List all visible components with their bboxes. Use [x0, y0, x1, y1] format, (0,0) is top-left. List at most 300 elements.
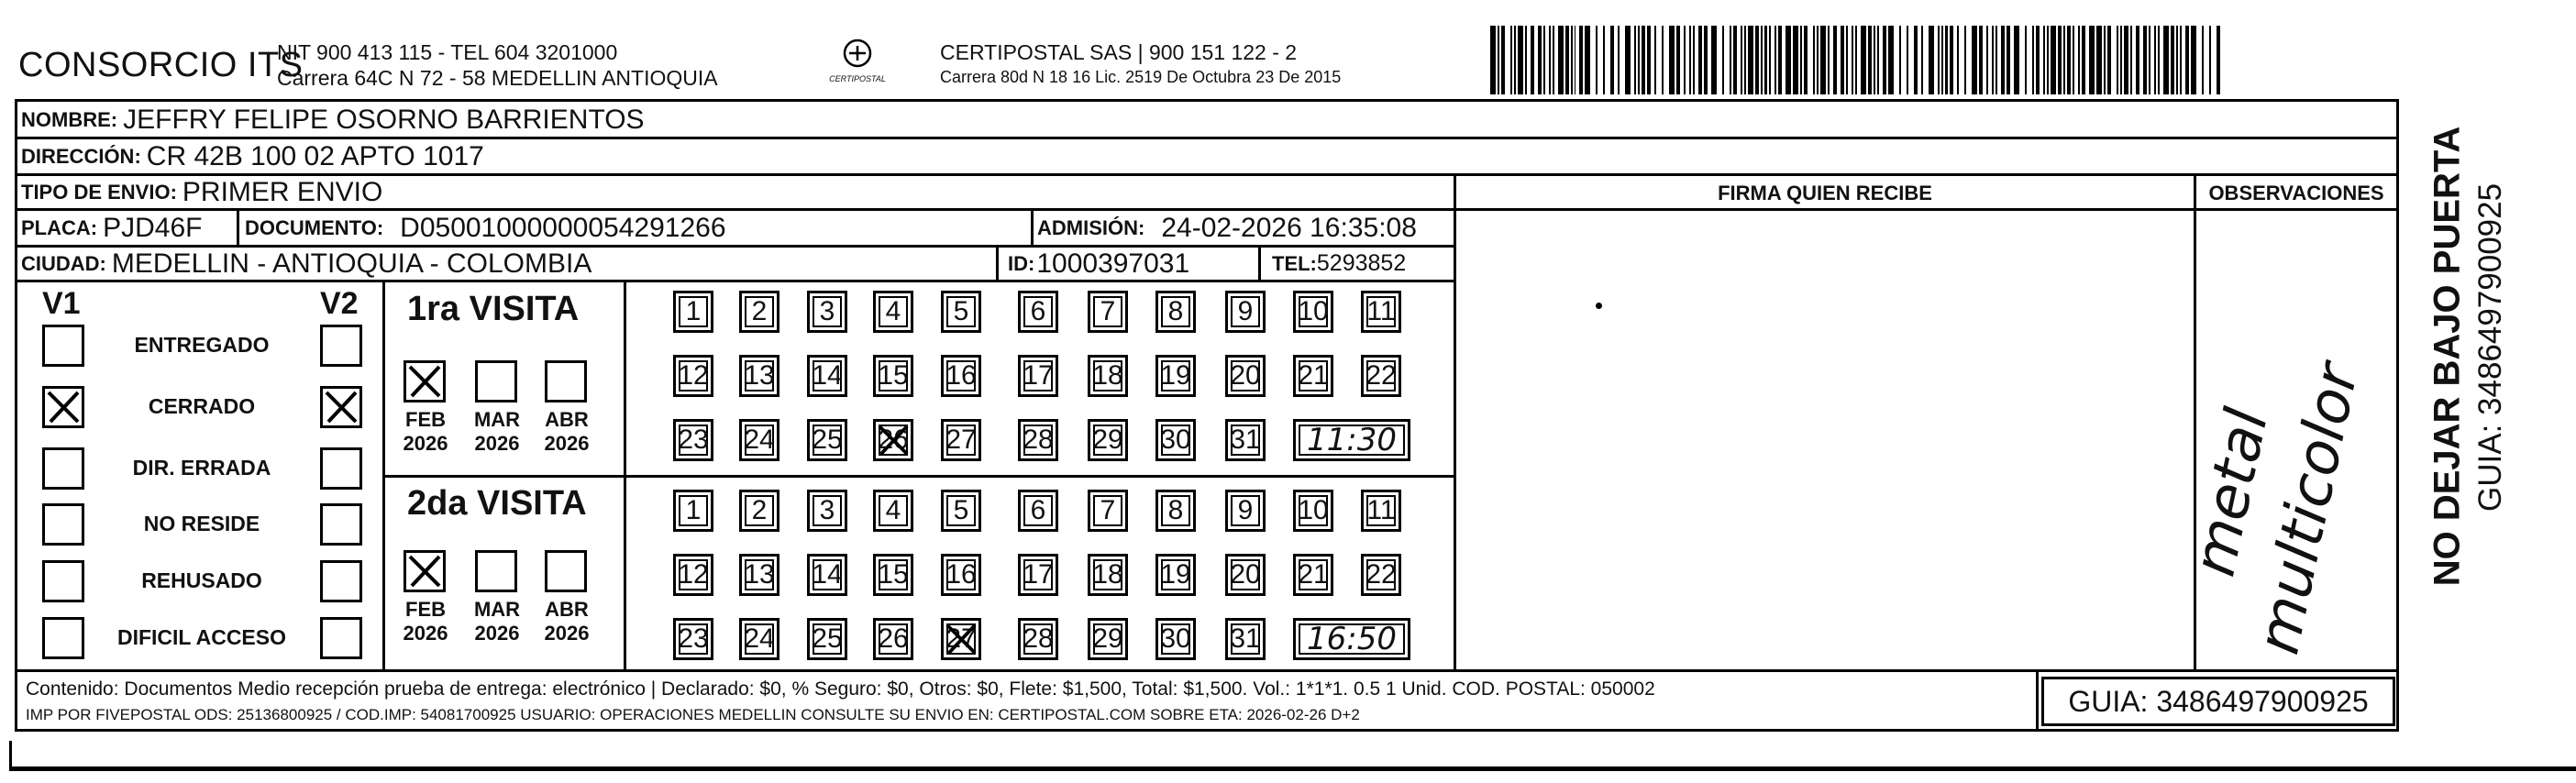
firma-label: FIRMA QUIEN RECIBE	[1718, 182, 1932, 204]
footer-line2: IMP POR FIVEPOSTAL ODS: 25136800925 / COD.IMP: 54081700925 USUARIO: OPERACIONES MEDELLIN CONSULTE SU ENVIO EN: CERTIPOSTAL.COM SOBRE ETA: 2026-02-26 D+2	[26, 706, 1360, 723]
day-number: 13	[744, 559, 775, 590]
day-number: 16	[945, 559, 977, 590]
day-box-20[interactable]	[1225, 554, 1266, 596]
admision-label: ADMISIÓN:	[1037, 215, 1145, 239]
day-box-27[interactable]	[941, 419, 981, 461]
barcode-bar	[1755, 26, 1759, 94]
barcode-bar	[2078, 26, 2080, 94]
day-number: 12	[678, 559, 709, 590]
nombre-label: NOMBRE:	[21, 107, 118, 131]
barcode-bar	[1596, 26, 1598, 94]
barcode-bar	[2176, 26, 2178, 94]
day-box-1[interactable]	[673, 291, 713, 333]
barcode-bar	[1538, 26, 1542, 94]
barcode-bar	[2120, 26, 2122, 94]
day-box-24[interactable]	[739, 419, 779, 461]
day-number: 20	[1230, 360, 1261, 391]
day-number: 23	[678, 425, 709, 455]
day-number: 3	[819, 495, 835, 525]
day-box-22[interactable]	[1361, 355, 1401, 397]
day-number: 9	[1237, 495, 1254, 525]
observaciones-handwriting	[2180, 229, 2394, 660]
day-box-2[interactable]	[739, 291, 779, 333]
day-number: 5	[953, 296, 969, 326]
day-box-25[interactable]	[807, 618, 847, 660]
day-box-31[interactable]	[1225, 419, 1266, 461]
day-check-mark	[876, 422, 911, 458]
v2-checkbox-6[interactable]	[320, 617, 362, 659]
barcode-bar	[1921, 26, 1923, 94]
v1-checkbox-4[interactable]	[42, 503, 84, 546]
barcode-bar	[1861, 26, 1866, 94]
day-number: 25	[812, 425, 843, 455]
certipostal-logo	[816, 39, 899, 83]
no-dejar-text: NO DEJAR BAJO PUERTA	[2427, 126, 2468, 587]
day-box-30[interactable]	[1155, 618, 1196, 660]
day-box-10[interactable]	[1293, 490, 1333, 532]
month-label-feb	[396, 408, 455, 456]
barcode-bar	[1704, 26, 1708, 94]
barcode-bar	[1625, 26, 1631, 94]
barcode-bar	[1874, 26, 1875, 94]
barcode-bar	[1899, 26, 1901, 94]
barcode-bar	[1638, 26, 1640, 94]
footer-guia: GUIA: 3486497900925	[2041, 677, 2395, 726]
certipostal-address: Carrera 80d N 18 16 Lic. 2519 De Octubra 23 De 2015	[940, 68, 1342, 86]
status-label-2: CERRADO	[148, 394, 256, 418]
day-box-8[interactable]	[1155, 291, 1196, 333]
barcode-bar	[1769, 26, 1771, 94]
barcode-bar	[1855, 26, 1857, 94]
day-box-4[interactable]	[873, 291, 913, 333]
day-box-28[interactable]	[1018, 618, 1058, 660]
barcode-bar	[1828, 26, 1830, 94]
day-box-19[interactable]	[1155, 554, 1196, 596]
barcode-bar	[1914, 26, 1918, 94]
barcode-bar	[2163, 26, 2169, 94]
barcode-bar	[2043, 26, 2045, 94]
day-check-mark	[944, 621, 978, 657]
visit-time-box[interactable]	[1293, 419, 1410, 461]
observaciones-text: metal multicolor	[2180, 358, 2372, 660]
month-checkbox-feb[interactable]	[404, 550, 446, 592]
barcode-bar	[2058, 26, 2062, 94]
day-box-2[interactable]	[739, 490, 779, 532]
day-box-9[interactable]	[1225, 490, 1266, 532]
placa-row	[17, 211, 1454, 248]
month-label-abr	[537, 598, 596, 645]
month-label-feb	[396, 598, 455, 645]
day-box-24[interactable]	[739, 618, 779, 660]
barcode-bar	[2073, 26, 2074, 94]
month-label-mar	[468, 598, 526, 645]
barcode-bar	[1525, 26, 1527, 94]
barcode-bar	[1531, 26, 1534, 94]
barcode-bar	[1571, 26, 1573, 94]
barcode-bar	[1986, 26, 1988, 94]
barcode-bar	[1877, 26, 1879, 94]
placa-value: PJD46F	[103, 212, 203, 243]
barcode-bar	[2047, 26, 2049, 94]
nombre-value: JEFFRY FELIPE OSORNO BARRIENTOS	[123, 104, 645, 135]
day-number: 22	[1365, 559, 1397, 590]
barcode-bar	[1618, 26, 1620, 94]
month-checkbox-feb[interactable]	[404, 360, 446, 403]
day-box-9[interactable]	[1225, 291, 1266, 333]
month-checkbox-mar[interactable]	[475, 550, 517, 592]
visit1-title: 1ra VISITA	[407, 290, 580, 328]
barcode-bar	[1518, 26, 1523, 94]
ciudad-row	[17, 248, 1454, 282]
tel-value: 5293852	[1316, 250, 1407, 276]
barcode-bar	[1654, 26, 1656, 94]
day-box-29[interactable]	[1088, 618, 1128, 660]
day-box-19[interactable]	[1155, 355, 1196, 397]
check-mark-icon	[406, 363, 443, 400]
side-guia: GUIA: 3486497900925	[2472, 182, 2508, 512]
barcode-bar	[1662, 26, 1664, 94]
day-number: 27	[945, 425, 977, 455]
ciudad-value: MEDELLIN - ANTIOQUIA - COLOMBIA	[111, 248, 592, 279]
day-number: 6	[1030, 296, 1046, 326]
day-box-28[interactable]	[1018, 419, 1058, 461]
day-number: 24	[744, 623, 775, 654]
visit-time-box[interactable]	[1293, 618, 1410, 660]
day-number: 27	[945, 623, 977, 654]
day-box-11[interactable]	[1361, 291, 1401, 333]
company-address: Carrera 64C N 72 - 58 MEDELLIN ANTIOQUIA	[277, 66, 718, 90]
barcode-bar	[2117, 26, 2118, 94]
barcode-bar	[1585, 26, 1590, 94]
v1-checkbox-1[interactable]	[42, 325, 84, 367]
day-box-22[interactable]	[1361, 554, 1401, 596]
day-box-12[interactable]	[673, 554, 713, 596]
day-number: 24	[744, 425, 775, 455]
admision-value: 24-02-2026 16:35:08	[1161, 212, 1417, 243]
v2-checkbox-2[interactable]	[320, 386, 362, 428]
month-checkbox-mar[interactable]	[475, 360, 517, 403]
day-box-8[interactable]	[1155, 490, 1196, 532]
barcode-bar	[1698, 26, 1702, 94]
tipo-value: PRIMER ENVIO	[182, 176, 383, 207]
documento-value: D05001000000054291266	[400, 212, 726, 243]
barcode-bar	[1501, 26, 1505, 94]
day-box-18[interactable]	[1088, 355, 1128, 397]
day-number: 28	[1023, 623, 1054, 654]
day-number: 19	[1160, 360, 1191, 391]
barcode-bar	[1852, 26, 1853, 94]
barcode-bar	[1575, 26, 1576, 94]
barcode-bar	[1565, 26, 1569, 94]
day-number: 29	[1092, 623, 1123, 654]
barcode-bar	[2036, 26, 2040, 94]
barcode-bar	[2107, 26, 2111, 94]
day-box-30[interactable]	[1155, 419, 1196, 461]
barcode-bar	[2217, 26, 2220, 94]
barcode-bar	[2209, 26, 2211, 94]
barcode-bar	[2158, 26, 2160, 94]
barcode-bar	[1907, 26, 1908, 94]
barcode-bar	[1711, 26, 1717, 94]
v1-checkbox-2[interactable]	[42, 386, 84, 428]
check-mark-icon	[876, 422, 911, 458]
documento-label: DOCUMENTO:	[245, 215, 384, 239]
barcode-bar	[1883, 26, 1886, 94]
tipo-label: TIPO DE ENVIO:	[21, 180, 177, 204]
direccion-row	[17, 139, 2396, 176]
day-number: 6	[1030, 495, 1046, 525]
barcode-bar	[2063, 26, 2065, 94]
day-box-4[interactable]	[873, 490, 913, 532]
day-box-14[interactable]	[807, 554, 847, 596]
barcode-bar	[1833, 26, 1837, 94]
day-number: 3	[819, 296, 835, 326]
barcode-bar	[1868, 26, 1872, 94]
barcode-bar	[1744, 26, 1746, 94]
logo-text: CERTIPOSTAL	[829, 74, 886, 83]
certipostal-line: CERTIPOSTAL SAS | 900 151 122 - 2	[940, 40, 1298, 64]
day-box-5[interactable]	[941, 291, 981, 333]
v1-checkbox-5[interactable]	[42, 560, 84, 602]
day-number: 17	[1023, 360, 1054, 391]
barcode-bar	[2171, 26, 2174, 94]
day-number: 10	[1298, 296, 1329, 326]
side-panel	[2408, 99, 2508, 649]
barcode-bar	[1748, 26, 1753, 94]
day-box-20[interactable]	[1225, 355, 1266, 397]
barcode-bar	[2096, 26, 2102, 94]
v2-checkbox-1[interactable]	[320, 325, 362, 367]
v1-label: V1	[42, 286, 81, 321]
barcode-bar	[1669, 26, 1675, 94]
barcode-bar	[1642, 26, 1645, 94]
barcode-bar	[1610, 26, 1614, 94]
month-name: MAR	[473, 408, 521, 431]
day-box-7[interactable]	[1088, 490, 1128, 532]
day-number: 11	[1366, 495, 1396, 525]
day-number: 30	[1160, 623, 1191, 654]
day-number: 10	[1298, 495, 1329, 525]
barcode-bar	[2180, 26, 2182, 94]
barcode-bar	[1786, 26, 1791, 94]
day-box-6[interactable]	[1018, 291, 1058, 333]
day-number: 28	[1023, 425, 1054, 455]
v1-checkbox-3[interactable]	[42, 447, 84, 490]
day-box-21[interactable]	[1293, 355, 1333, 397]
barcode	[1490, 26, 2224, 94]
day-box-17[interactable]	[1018, 554, 1058, 596]
day-box-12[interactable]	[673, 355, 713, 397]
month-name: ABR	[545, 408, 589, 431]
day-number: 19	[1160, 559, 1191, 590]
v2-checkbox-5[interactable]	[320, 560, 362, 602]
day-box-1[interactable]	[673, 490, 713, 532]
barcode-bar	[1841, 26, 1844, 94]
day-number: 21	[1298, 559, 1329, 590]
barcode-bar	[1761, 26, 1763, 94]
bottom-strip	[9, 766, 2576, 771]
barcode-bar	[1888, 26, 1894, 94]
barcode-bar	[1722, 26, 1724, 94]
barcode-bar	[1820, 26, 1826, 94]
barcode-bar	[1957, 26, 1959, 94]
day-box-26[interactable]	[873, 618, 913, 660]
day-number: 20	[1230, 559, 1261, 590]
observaciones-label: OBSERVACIONES	[2208, 182, 2384, 204]
day-box-31[interactable]	[1225, 618, 1266, 660]
direccion-value: CR 42B 100 02 APTO 1017	[146, 140, 484, 171]
barcode-bar	[2149, 26, 2150, 94]
footer-line1: Contenido: Documentos Medio recepción prueba de entrega: electrónico | Declarado: $0, % Seguro: $0, Otros: $0, Flete: $1,500, Total: $1,500. Vol.: 1*1*1. 0.5 1 Unid. COD. POSTAL: 050002	[26, 678, 1655, 700]
day-number: 8	[1167, 296, 1184, 326]
day-number: 31	[1230, 623, 1261, 654]
day-box-15[interactable]	[873, 554, 913, 596]
day-box-3[interactable]	[807, 291, 847, 333]
day-number: 1	[685, 296, 702, 326]
barcode-bar	[1950, 26, 1953, 94]
day-box-23[interactable]	[673, 419, 713, 461]
status-label-1: ENTREGADO	[134, 333, 270, 357]
status-label-5: REHUSADO	[141, 568, 262, 592]
barcode-bar	[2014, 26, 2019, 94]
barcode-bar	[1689, 26, 1691, 94]
month-year: 2026	[544, 622, 590, 645]
barcode-bar	[1846, 26, 1848, 94]
month-year: 2026	[474, 622, 520, 645]
status-label-3: DIR. ERRADA	[132, 456, 271, 480]
barcode-bar	[2051, 26, 2056, 94]
barcode-bar	[2191, 26, 2196, 94]
barcode-bar	[1929, 26, 1934, 94]
day-box-14[interactable]	[807, 355, 847, 397]
day-box-3[interactable]	[807, 490, 847, 532]
day-box-29[interactable]	[1088, 419, 1128, 461]
day-box-15[interactable]	[873, 355, 913, 397]
barcode-bar	[1793, 26, 1798, 94]
day-number: 14	[812, 360, 843, 391]
barcode-bar	[2154, 26, 2156, 94]
barcode-bar	[1774, 26, 1776, 94]
month-year: 2026	[544, 432, 590, 455]
nombre-row	[17, 103, 2396, 139]
day-number: 17	[1023, 559, 1054, 590]
day-box-23[interactable]	[673, 618, 713, 660]
month-label-abr	[537, 408, 596, 456]
v1-checkbox-6[interactable]	[42, 617, 84, 659]
barcode-bar	[2104, 26, 2106, 94]
ciudad-label: CIUDAD:	[21, 251, 106, 275]
barcode-bar	[2136, 26, 2139, 94]
barcode-bar	[2067, 26, 2071, 94]
day-box-27[interactable]	[941, 618, 981, 660]
day-box-5[interactable]	[941, 490, 981, 532]
barcode-bar	[1647, 26, 1651, 94]
day-box-18[interactable]	[1088, 554, 1128, 596]
barcode-bar	[1558, 26, 1564, 94]
barcode-bar	[1945, 26, 1949, 94]
barcode-bar	[1764, 26, 1768, 94]
day-box-11[interactable]	[1361, 490, 1401, 532]
barcode-bar	[1693, 26, 1695, 94]
barcode-bar	[1813, 26, 1815, 94]
month-label-mar	[468, 408, 526, 456]
day-number: 15	[878, 559, 909, 590]
day-box-25[interactable]	[807, 419, 847, 461]
v2-checkbox-4[interactable]	[320, 503, 362, 546]
placa-label: PLACA:	[21, 215, 98, 239]
id-label: ID:	[1008, 251, 1035, 275]
direccion-label: DIRECCIÓN:	[21, 144, 141, 168]
barcode-bar	[1800, 26, 1802, 94]
check-mark-icon	[406, 553, 443, 590]
barcode-bar	[1603, 26, 1605, 94]
barcode-bar	[1979, 26, 1983, 94]
v2-label: V2	[320, 286, 359, 321]
check-mark-icon	[45, 389, 82, 425]
barcode-bar	[1741, 26, 1742, 94]
day-number: 30	[1160, 425, 1191, 455]
month-checkbox-abr[interactable]	[545, 550, 587, 592]
barcode-bar	[1514, 26, 1516, 94]
barcode-bar	[1730, 26, 1731, 94]
day-number: 15	[878, 360, 909, 391]
barcode-bar	[1817, 26, 1819, 94]
id-value: 1000397031	[1036, 248, 1190, 279]
day-box-17[interactable]	[1018, 355, 1058, 397]
logo-icon	[839, 39, 876, 72]
month-year: 2026	[474, 432, 520, 455]
barcode-bar	[2185, 26, 2189, 94]
visit-time: 11:30	[1307, 422, 1397, 458]
day-box-16[interactable]	[941, 355, 981, 397]
day-number: 5	[953, 495, 969, 525]
barcode-bar	[1996, 26, 1997, 94]
barcode-bar	[2007, 26, 2010, 94]
barcode-bar	[1733, 26, 1737, 94]
barcode-bar	[1553, 26, 1554, 94]
day-box-13[interactable]	[739, 554, 779, 596]
day-number: 26	[878, 425, 909, 455]
day-number: 1	[685, 495, 702, 525]
barcode-bar	[1543, 26, 1545, 94]
day-box-10[interactable]	[1293, 291, 1333, 333]
day-number: 4	[885, 495, 901, 525]
barcode-bar	[2089, 26, 2095, 94]
month-name: MAR	[473, 598, 521, 621]
status-label-6: DIFICIL ACCESO	[116, 625, 286, 649]
day-number: 29	[1092, 425, 1123, 455]
barcode-bar	[2130, 26, 2132, 94]
day-box-6[interactable]	[1018, 490, 1058, 532]
barcode-bar	[1498, 26, 1499, 94]
day-box-16[interactable]	[941, 554, 981, 596]
day-box-13[interactable]	[739, 355, 779, 397]
tel-label: TEL:	[1272, 251, 1317, 275]
day-box-26[interactable]	[873, 419, 913, 461]
month-name: FEB	[405, 408, 446, 431]
tipo-row	[17, 176, 1454, 211]
month-checkbox-abr[interactable]	[545, 360, 587, 403]
day-box-7[interactable]	[1088, 291, 1128, 333]
day-number: 7	[1100, 495, 1116, 525]
v2-checkbox-3[interactable]	[320, 447, 362, 490]
day-number: 11	[1366, 296, 1396, 326]
barcode-bar	[2143, 26, 2147, 94]
day-box-21[interactable]	[1293, 554, 1333, 596]
day-number: 22	[1365, 360, 1397, 391]
visit-time: 16:50	[1307, 621, 1397, 657]
barcode-bar	[2025, 26, 2027, 94]
